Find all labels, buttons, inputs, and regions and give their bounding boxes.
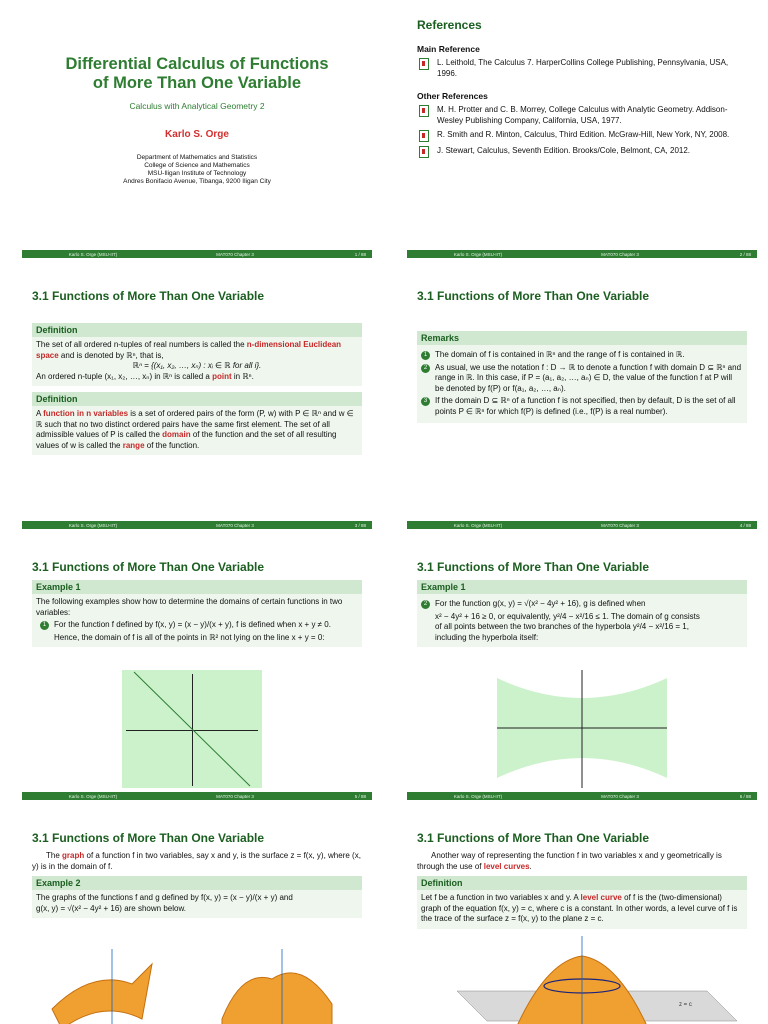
footer-course: MAT070 Chapter 3 [216,793,254,799]
item-text: For the function f defined by f(x, y) = (x − y)/(x + y), f is defined when x + y ≠ 0. [54,620,331,629]
example-block [32,580,362,647]
footer-author: Karlo S. Orge (MSU-IIT) [453,522,503,528]
block-body [417,345,747,423]
slide-subtitle: Calculus with Analytical Geometry 2 [129,101,265,111]
slide-graph [22,821,372,1024]
block-header: Example 1 [32,580,362,594]
slide-title [22,8,372,258]
slide-definitions [22,279,372,529]
equation: ℝⁿ = {(x₁, x₂, …, xₙ) : xᵢ ∈ ℝ for all i}. [132,361,262,370]
footer-course: MAT070 Chapter 3 [601,522,639,528]
book-icon [419,105,429,117]
item-text: As usual, we use the notation f : D → ℝ to denote a function f with domain D ⊆ ℝⁿ and range in ℝ. In this case, if P = (a₁, a₂, …, aₙ) ∈ D, the value of the function f at P will be denoted by f(P) or f(a₁, a₂, …, aₙ). [435,362,742,393]
item-text: For the function g(x, y) = √(x² − 4y² + 16), g is defined when [435,599,646,608]
institution [22,154,372,186]
item-text: If the domain D ⊆ ℝⁿ of a function f is not specified, then by default, D is the set of all points P ∈ ℝⁿ for which f(P) is defined (i.e., f(P) is a real number). [435,396,736,416]
main-reference-heading: Main Reference [417,44,480,54]
book-icon [419,58,429,70]
other-references-heading: Other References [417,91,488,101]
page-number: 5 / 88 [354,793,366,799]
page-number: 6 / 88 [739,793,751,799]
reference-item [419,146,747,158]
remarks-block [417,331,747,423]
block-body [32,406,362,455]
text: and is denoted by ℝⁿ, that is, [60,350,164,360]
frame-title: References [417,18,482,32]
block-header: Example 2 [32,876,362,890]
block-body [417,890,747,929]
text: of a function f in two variables, say x and y, is the surface z = f(x, y), where (x, y) is in the domain of f. [32,851,361,871]
inst-line: College of Science and Mathematics [144,162,250,169]
list-item [421,363,743,395]
slide-footer [22,792,372,800]
reference-text: J. Stewart, Calculus, Seventh Edition. Brooks/Cole, Belmont, CA, 2012. [437,146,691,155]
plane-label: z = c [679,1002,692,1008]
block-body [417,594,747,647]
frame-title: 3.1 Functions of More Than One Variable [32,560,265,574]
item-subtext: including the hyperbola itself: [435,632,539,642]
block-header: Remarks [417,331,747,345]
page-number: 1 / 88 [354,251,366,257]
footer-course: MAT070 Chapter 3 [216,522,254,528]
item-text: The domain of f is contained in ℝⁿ and the range of f is contained in ℝ. [435,350,685,359]
reference-text: L. Leithold, The Calculus 7. HarperCollins College Publishing, Pennsylvania, USA, 1996. [437,58,729,78]
domain-plot-line [122,670,262,788]
block-header: Definition [417,876,747,890]
item-subtext: x² − 4y² + 16 ≥ 0, or equivalently, y²/4 − x²/16 ≤ 1. The domain of g consists [435,611,700,621]
block-header: Example 1 [417,580,747,594]
number-badge: 2 [421,600,430,609]
reference-item [419,105,747,126]
slide-title-line1: Differential Calculus of Functions [65,55,329,73]
slide-footer [22,250,372,258]
text: The set of all ordered n-tuples of real numbers is called the [36,340,245,349]
line-x-plus-y-zero [134,672,250,786]
block-body [32,594,362,647]
author-name: Karlo S. Orge [165,129,229,140]
text: An ordered n-tuple (x₁, x₂, …, xₙ) in ℝⁿ is called a [36,371,210,381]
surface-f [52,964,152,1024]
number-badge: 1 [40,621,49,630]
slide-footer [407,521,757,529]
text: of f is the (two-dimensional) graph of the equation f(x, y) = c, where c is a constant. In other words, a level curve of f is the trace of the surface z = f(x, y) to the plane z = c. [421,893,738,923]
slide-footer [22,521,372,529]
intro-text: The following examples show how to determine the domains of certain functions in two variables: [36,597,343,617]
slide-title-line2: of More Than One Variable [92,74,302,92]
list-item [40,620,358,631]
list-item [421,396,743,417]
book-icon [419,146,429,158]
definition-block [417,876,747,929]
number-badge: 1 [421,351,430,360]
reference-text: M. H. Protter and C. B. Morrey, College Calculus with Analytic Geometry. Addison-Wesley Publishing Company, California, USA, 1977. [437,105,728,125]
footer-author: Karlo S. Orge (MSU-IIT) [68,522,118,528]
slide-example-1a [22,550,372,800]
frame-title: 3.1 Functions of More Than One Variable [32,289,265,303]
text: is a set of ordered pairs of the form (P, w) with P ∈ ℝⁿ and w ∈ ℝ such that no two distinct ordered pairs have the same first element. The set of all admissible values of P is called the [36,409,354,439]
inst-line: Andres Bonifacio Avenue, Tibanga, 9200 Iligan City [123,178,271,185]
slide-footer [407,792,757,800]
text: of the function. [146,440,200,450]
level-curve-figure [417,936,747,1024]
slide-remarks [407,279,757,529]
graph-paragraph [32,851,362,872]
term: level curve [580,893,622,902]
surface-graphs [32,949,362,1024]
term: n-dimensional Euclidean space [36,340,342,360]
block-header: Definition [32,392,362,406]
item-subtext: Hence, the domain of f is all of the points in ℝ² not lying on the line x + y = 0: [54,632,325,642]
frame-title: 3.1 Functions of More Than One Variable [417,831,650,845]
level-curve-intro [417,851,747,872]
frame-title: 3.1 Functions of More Than One Variable [32,831,265,845]
term: graph [62,851,85,860]
page-number: 4 / 88 [739,522,751,528]
slide-level-curves [407,821,757,1024]
footer-author: Karlo S. Orge (MSU-IIT) [68,251,118,257]
term: range [122,440,145,450]
example-block [417,580,747,647]
block-body [32,337,362,386]
term: domain [162,430,191,439]
example-block [32,876,362,918]
block-body [32,890,362,918]
term: point [212,371,232,381]
surface-g [222,973,332,1024]
text: Another way of representing the function f in two variables x and y geometrically is through the use of [417,851,722,871]
list-item [421,599,743,610]
footer-course: MAT070 Chapter 3 [216,251,254,257]
excluded-line-svg [122,670,262,788]
list-item [421,350,743,361]
term: function in n variables [43,409,129,418]
text: The [46,851,60,860]
reference-text: R. Smith and R. Minton, Calculus, Third Edition. McGraw-Hill, New York, NY, 2008. [437,130,730,139]
book-icon [419,130,429,142]
footer-author: Karlo S. Orge (MSU-IIT) [453,251,503,257]
reference-item [419,130,747,142]
block-header: Definition [32,323,362,337]
text: of the function and the set of all resulting values of w is called the [36,430,337,450]
slide-example-1b [407,550,757,800]
text: A [36,409,41,418]
text: g(x, y) = √(x² − 4y² + 16) are shown below. [36,903,187,913]
footer-course: MAT070 Chapter 3 [601,251,639,257]
definition-block [32,392,362,455]
number-badge: 3 [421,397,430,406]
frame-title: 3.1 Functions of More Than One Variable [417,560,650,574]
definition-block [32,323,362,386]
page-number: 2 / 88 [739,251,751,257]
text: The graphs of the functions f and g defined by f(x, y) = (x − y)/(x + y) and [36,893,293,902]
domain-plot-hyperbola [497,670,667,790]
term: level curves [483,861,530,871]
text: in ℝⁿ. [233,371,254,381]
reference-item [419,58,747,79]
slide-footer [407,250,757,258]
inst-line: Department of Mathematics and Statistics [136,154,258,161]
inst-line: MSU-Iligan Institute of Technology [147,170,247,177]
frame-title: 3.1 Functions of More Than One Variable [417,289,650,303]
text: . [529,861,532,871]
page-number: 3 / 88 [354,522,366,528]
footer-author: Karlo S. Orge (MSU-IIT) [68,793,118,799]
number-badge: 2 [421,364,430,373]
text: Let f be a function in two variables x and y. A [421,893,579,902]
slide-references [407,8,757,258]
footer-course: MAT070 Chapter 3 [601,793,639,799]
item-subtext: of all points between the two branches of the hyperbola y²/4 − x²/16 = 1, [435,622,689,631]
footer-author: Karlo S. Orge (MSU-IIT) [453,793,503,799]
